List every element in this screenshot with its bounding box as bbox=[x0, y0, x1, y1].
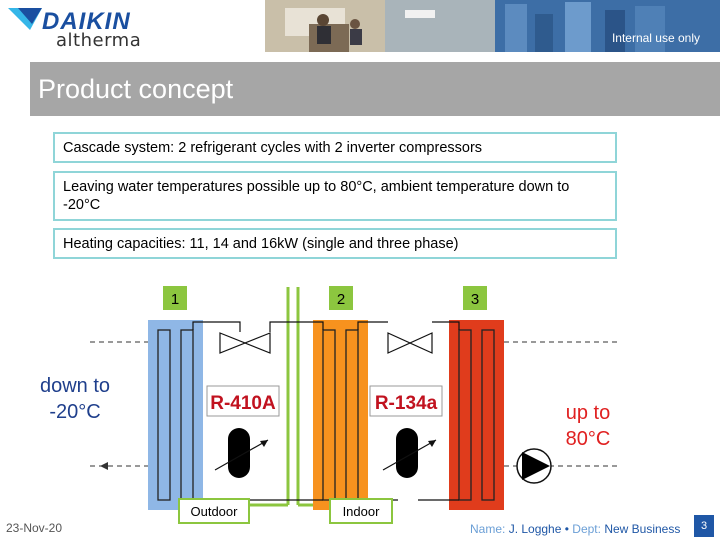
outdoor-label: Outdoor bbox=[190, 504, 238, 519]
footer-author bbox=[470, 522, 680, 536]
internal-use-label: Internal use only bbox=[611, 31, 700, 45]
stage-2-number: 2 bbox=[336, 291, 346, 308]
info-text: Cascade system: 2 refrigerant cycles with 2 inverter compressors bbox=[63, 140, 483, 156]
dept-value: New Business bbox=[604, 522, 681, 536]
info-text: Heating capacities: 11, 14 and 16kW (single and three phase) bbox=[63, 236, 459, 252]
page-number: 3 bbox=[694, 515, 714, 537]
min-temperature-label: down to -20°C bbox=[39, 375, 111, 423]
dept-label: Dept: bbox=[572, 522, 601, 536]
info-text: Leaving water temperatures possible up to 80°C, ambient temperature down to -20°C bbox=[63, 179, 570, 213]
stage-1-block bbox=[148, 320, 203, 510]
brand-name: DAIKIN bbox=[42, 8, 131, 35]
page-title: Product concept bbox=[38, 74, 234, 104]
indoor-label: Indoor bbox=[342, 504, 380, 519]
product-name: altherma bbox=[56, 30, 142, 51]
pump-icon bbox=[517, 449, 551, 483]
refrigerant-r410a-label: R-410A bbox=[210, 393, 276, 414]
stage-markers bbox=[163, 286, 487, 310]
stage-3-number: 3 bbox=[470, 291, 480, 308]
name-value: J. Logghe bbox=[508, 522, 562, 536]
separator: • bbox=[564, 522, 569, 536]
stage-1-number: 1 bbox=[170, 291, 180, 308]
max-temperature-label: up to 80°C bbox=[565, 402, 611, 450]
footer-date: 23-Nov-20 bbox=[6, 521, 63, 535]
stage-3-block bbox=[449, 320, 504, 510]
name-label: Name: bbox=[470, 522, 506, 536]
refrigerant-r134a-label: R-134a bbox=[374, 393, 438, 414]
stage-2-block bbox=[313, 320, 368, 510]
